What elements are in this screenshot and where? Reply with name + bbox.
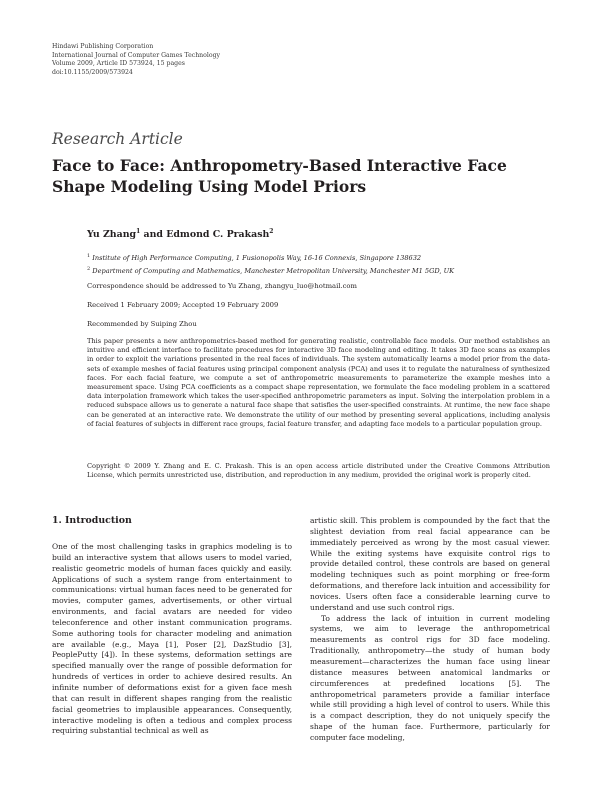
volume-line: Volume 2009, Article ID 573924, 15 pages [52,60,185,68]
author-affil-mark: 2 [269,228,274,235]
abstract: This paper presents a new anthropometrics-based method for generating realistic, controllable face models. Our method establishes an intuitive and efficient interface to facilitate procedures for interactive 3D face modeling and editing. It takes 3D face scans as examples in order to exploit the variations presented in the real faces of individuals. The system automatically learns a model prior from the data-sets of example meshes of facial features using principal component analysis (PCA) and uses it to regulate the naturalness of synthesized faces. For each facial feature, we compute a set of anthropometric measurements to parameterize the example meshes into a measurement space. Using PCA coefficients as a compact shape representation, we formulate the face modeling problem in a scattered data interpolation framework which takes the user-specified anthropometric parameters as input. Solving the interpolation problem in a reduced subspace allows us to generate a natural face shape that satisfies the user-specified constraints. At runtime, the new face shape can be generated at an interactive rate. We demonstrate the utility of our method by presenting several applications, including analysis of facial features of subjects in different race groups, facial feature transfer, and adapting face models to a particular population group. [87,337,550,428]
publisher-line: Hindawi Publishing Corporation [52,43,154,50]
body-paragraph: To address the lack of intuition in current modeling systems, we aim to leverage the anthropometrical measurements as control rigs for 3D face modeling. Traditionally, anthropometry—the study of human body measurement—characterizes the human face using linear distance measures between anatomical landmarks or circumferences at predefined locations [5]. The anthropometrical parameters provide a familiar interface while still providing a high level of control to users. While this is a compact description, they do not uniquely specify the shape of the human face. Furthermore, particularly for computer face modeling, [310,613,550,742]
author-affil-mark: 1 [136,228,141,235]
affiliation-line [87,251,547,264]
affiliations [87,251,547,277]
article-type: Research Article [52,130,183,148]
copyright-notice: Copyright © 2009 Y. Zhang and E. C. Prakash. This is an open access article distributed under the Creative Commons Attribution License, which permits unrestricted use, distribution, and reproduction in any medium, provided the original work is properly cited. [87,462,550,480]
author-name: Yu Zhang [87,229,137,241]
affil-mark: 1 [87,253,91,259]
affil-text: Department of Computing and Mathematics, Manchester Metropolitan University, Manchester M1 5GD, UK [92,267,455,276]
correspondence-line: Correspondence should be addressed to Yu Zhang, zhangyu_luo@hotmail.com [87,282,357,290]
body-paragraph: One of the most challenging tasks in graphics modeling is to build an interactive system that allows users to model varied, realistic geometric models of human faces quickly and easily. Applications of such a system range from entertainment to communications: virtual human faces need to be generated for movies, computer games, advertisements, or other virtual environments, and facial avatars are needed for video teleconference and other instant communication programs. Some authoring tools for character modeling and animation are available (e.g., Maya [1], Poser [2], DazStudio [3], PeoplePutty [4]). In these systems, deformation settings are specified manually over the range of possible deformation for hundreds of vertices in order to achieve desired results. An infinite number of deformations exist for a given face mesh that can result in different shapes ranging from the realistic facial geometries to implausible appearances. Consequently, interactive modeling is often a tedious and complex process requiring substantial technical as well as [52,542,292,736]
journal-name: International Journal of Computer Games Technology [52,51,221,59]
left-column [52,515,292,737]
affil-mark: 2 [87,266,91,273]
affiliation-line [87,264,547,277]
right-column [310,516,550,744]
doi-line: doi:10.1155/2009/573924 [52,68,133,76]
section-heading: 1. Introduction [52,515,132,526]
recommended-line: Recommended by Suiping Zhou [87,320,197,328]
affil-text: Institute of High Performance Computing, 1 Fusionopolis Way, 16-16 Connexis, Singapore 138632 [92,254,422,263]
author-list [87,228,273,240]
journal-header [52,43,352,77]
dates-line: Received 1 February 2009; Accepted 19 February 2009 [87,301,279,309]
body-paragraph: artistic skill. This problem is compounded by the fact that the slightest deviation from real facial appearance can be immediately perceived as wrong by the most casual viewer. While the exiting systems have exquisite control rigs to provide detailed control, these controls are based on general modeling techniques such as point morphing or free-form deformations, and therefore lack intuition and accessibility for novices. Users often face a considerable learning curve to understand and use such control rigs. [310,516,550,612]
author-joiner: and [140,229,167,241]
paper-title: Face to Face: Anthropometry-Based Interactive Face Shape Modeling Using Model Priors [52,156,507,196]
author-name: Edmond C. Prakash [166,229,270,241]
